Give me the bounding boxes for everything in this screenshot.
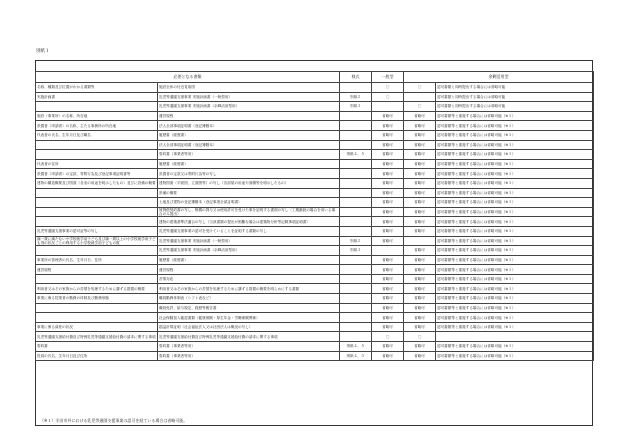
table-row: [36, 226, 594, 236]
table-row: [36, 198, 594, 208]
general-cell: 省略可: [372, 294, 404, 304]
format-cell: [340, 274, 372, 284]
header-category: 必要となる書類: [36, 72, 340, 83]
general-cell: 省略可: [372, 188, 404, 198]
spare-cell: 省略可: [404, 111, 436, 121]
spare-cell: 省略可: [404, 207, 436, 217]
spare-cell: 省略可: [404, 140, 436, 150]
general-cell: 省略可: [372, 217, 404, 227]
footnote: （※１）半田市外における乳児等通園支援事業の認可を経ている場合は省略可能。: [40, 418, 188, 423]
remarks-cell: 認可書類等と重複する場合には省略可能（※１）: [436, 150, 594, 160]
spare-cell: 省略可: [404, 169, 436, 179]
table-row: [36, 178, 594, 188]
category-cell: 役員の氏名、生年月日及び住所: [36, 351, 158, 361]
general-cell: 省略可: [372, 274, 404, 284]
spare-cell: [404, 236, 436, 246]
document-cell: 利用者又はその家族からの苦情を処理するために講ずる措置の概要を明らかにする書類: [158, 284, 340, 294]
category-cell: [36, 303, 158, 313]
remarks-cell: 認可書類等と重複する場合には省略可能（※１）: [436, 217, 594, 227]
document-cell: 苦情対応: [158, 274, 340, 284]
category-cell: 事業に係る資産の状況: [36, 322, 158, 332]
document-cell: 法人全部事項証明書（登記簿謄本）: [158, 140, 340, 150]
spare-cell: 省略可: [404, 265, 436, 275]
format-cell: [340, 284, 372, 294]
general-cell: 省略可: [372, 342, 404, 352]
table-row: [36, 246, 594, 256]
general-cell: 省略可: [372, 121, 404, 131]
general-cell: 省略可: [372, 303, 404, 313]
remarks-cell: [436, 332, 594, 342]
table-row: [36, 313, 594, 323]
spare-cell: 省略可: [404, 198, 436, 208]
category-cell: [36, 274, 158, 284]
remarks-cell: 認可書類等と重複する場合には省略可能（※１）: [436, 169, 594, 179]
general-cell: 省略可: [372, 178, 404, 188]
document-cell: 乳児等通園支援給付費及び特例乳児等通園支援給付費の請求に関する事項: [158, 332, 340, 342]
format-cell: 別紙２: [340, 92, 372, 102]
spare-cell: 〇: [404, 83, 436, 93]
table-row: [36, 169, 594, 179]
spare-cell: 省略可: [404, 322, 436, 332]
remarks-cell: 認可書類等と重複する場合には省略可能（※１）: [436, 207, 594, 217]
general-cell: 省略可: [372, 284, 404, 294]
format-cell: [340, 159, 372, 169]
header-remarks: 余剰活用型: [404, 72, 594, 83]
remarks-cell: 認可書類と同時提出する場合には省略可能: [436, 102, 594, 112]
category-cell: 満一歳に満たない小学校就学前子ども及び満一歳以上の小学校就学前子ども別の状況ごとの利用する小学校就学前子どもの数: [37, 236, 156, 245]
document-cell: 運営規程: [158, 111, 340, 121]
document-cell: 職員免許、給与規定、経歴等報告書: [158, 303, 340, 313]
remarks-cell: 認可書類等と重複する場合には省略可能（※１）: [436, 294, 594, 304]
category-cell: 設置者（申請者）の名称、主たる事務所の所在地: [36, 121, 158, 131]
document-cell: 建物図面（平面図、立面図等）の写し（各部屋の用途や面積等を明示したもの）: [158, 178, 340, 188]
remarks-cell: 認可書類等と重複する場合には省略可能（※１）: [436, 159, 594, 169]
format-cell: [340, 255, 372, 265]
category-cell: 利用者又はその家族からの苦情を処理するために講ずる措置の概要: [36, 284, 158, 294]
document-cell: 賃貸借契約書の写し、無償の貸与又は使用許可を受けた事を証明する書面の写し（工期継続の場合を用いる場合のみ提出）: [158, 207, 340, 217]
spare-cell: 省略可: [404, 303, 436, 313]
document-cell: 乳児等通園支援事業 実施計画書（余剰活用型用）: [158, 102, 340, 112]
header-format: 様式: [340, 72, 372, 83]
remarks-cell: 認可書類等と重複する場合には省略可能（※１）: [436, 284, 594, 294]
category-cell: 実施計画書: [36, 92, 158, 102]
table-row: [36, 188, 594, 198]
table-row: [36, 121, 594, 131]
remarks-cell: 認可書類等と重複する場合には省略可能（※１）: [436, 274, 594, 284]
table-header-row: [36, 72, 594, 83]
document-cell: 法人全部事項証明書（登記簿謄本）: [158, 121, 340, 131]
table-row: [36, 322, 594, 332]
header-general: 一般型: [372, 72, 404, 83]
remarks-cell: 認可書類等と重複する場合には省略可能（※１）: [436, 322, 594, 332]
remarks-cell: 認可書類等と重複する場合には省略可能（※１）: [436, 236, 594, 246]
document-cell: 乳児等通園支援事業 実施計画書（一般型用）: [158, 236, 340, 246]
document-cell: 誓約書（事業者等用）: [158, 342, 340, 352]
remarks-cell: 認可書類等と重複する場合には省略可能（※１）: [436, 111, 594, 121]
document-cell: 乳児等通園支援事業 実施計画書（余剰活用型用）: [158, 246, 340, 256]
table-row: [36, 111, 594, 121]
document-cell: 職員勤務体制表（シフト表など）: [158, 294, 340, 304]
format-cell: [340, 332, 372, 342]
remarks-cell: 認可書類等と重複する場合には省略可能（※１）: [436, 265, 594, 275]
category-cell: 施設（事業所）の名称、所在地: [36, 111, 158, 121]
remarks-cell: 認可書類等と重複する場合には省略可能（※１）: [436, 121, 594, 131]
general-cell: [372, 102, 404, 112]
remarks-cell: 認可書類等と重複する場合には省略可能（※１）: [436, 342, 594, 352]
table-row: [36, 130, 594, 140]
category-cell: 建物の構造概要及び図面（各室の用途を明示したもの）並びに設備の概要: [36, 178, 158, 188]
table-row: [36, 207, 594, 217]
format-cell: [340, 313, 372, 323]
spare-cell: [404, 92, 436, 102]
spare-cell: 〇: [404, 332, 436, 342]
document-cell: 乳児等通園支援事業 実施計画書（一般型用）: [158, 92, 340, 102]
general-cell: 省略可: [372, 226, 404, 236]
remarks-cell: 認可書類等と重複する場合には省略可能（※１）: [436, 351, 594, 361]
document-cell: 履歴書（経歴書）: [158, 159, 340, 169]
general-cell: 〇: [372, 92, 404, 102]
general-cell: 省略可: [372, 111, 404, 121]
format-cell: 別紙３: [340, 246, 372, 256]
general-cell: 省略可: [372, 130, 404, 140]
category-cell: [36, 217, 158, 227]
format-cell: [340, 83, 372, 93]
document-cell: 履歴書（経歴書）: [158, 130, 340, 140]
format-cell: [340, 217, 372, 227]
spare-cell: 省略可: [404, 274, 436, 284]
remarks-cell: 認可書類等と重複する場合には省略可能（※１）: [436, 246, 594, 256]
general-cell: 省略可: [372, 313, 404, 323]
remarks-cell: 認可書類等と重複する場合には省略可能（※１）: [436, 140, 594, 150]
format-cell: [340, 188, 372, 198]
format-cell: [340, 178, 372, 188]
spare-cell: 省略可: [404, 188, 436, 198]
document-cell: 設置者の定款又は寄附行為等の写し: [158, 169, 340, 179]
spare-cell: 省略可: [404, 159, 436, 169]
document-cell: 社会保険加入確認書類（健康保険・厚生年金・労働保険関係）: [158, 313, 340, 323]
format-cell: [340, 322, 372, 332]
table-row: [36, 332, 594, 342]
format-cell: [340, 140, 372, 150]
general-cell: 〇: [372, 83, 404, 93]
category-cell: 事業所の管理者の氏名、生年月日、住所: [36, 255, 158, 265]
category-cell: 乳児等通園支援事業の認可証等の写し: [36, 226, 158, 236]
table-body: [36, 83, 594, 361]
general-cell: [372, 246, 404, 256]
general-cell: 省略可: [372, 159, 404, 169]
document-cell: 施設全体の付近見取図: [158, 83, 340, 93]
format-cell: [340, 198, 372, 208]
category-cell: 乳児等通園支援給付費及び特例乳児等通園支援給付費の請求に関する事項: [36, 332, 158, 342]
format-cell: [340, 226, 372, 236]
remarks-cell: 認可書類等と重複する場合には省略可能（※１）: [436, 188, 594, 198]
table-row: [36, 102, 594, 112]
general-cell: 省略可: [372, 351, 404, 361]
category-cell: 代表者の氏名、生年月日及び職名: [36, 130, 158, 140]
remarks-cell: 認可書類と同時提出する場合には省略可能: [436, 92, 594, 102]
remarks-cell: 認可書類等と重複する場合には省略可能（※１）: [436, 303, 594, 313]
category-cell: [36, 246, 158, 256]
general-cell: 省略可: [372, 198, 404, 208]
general-cell: 省略可: [372, 207, 404, 217]
category-cell: 設置者（申請者）の定款、寄附行為及び登記事項証明書等: [36, 169, 158, 179]
remarks-cell: 認可書類等と重複する場合には省略可能（※１）: [436, 130, 594, 140]
format-cell: [340, 169, 372, 179]
spare-cell: 省略可: [404, 217, 436, 227]
spare-cell: 省略可: [404, 351, 436, 361]
table-row: [36, 83, 594, 93]
remarks-cell: 認可書類等と重複する場合には省略可能（※１）: [436, 226, 594, 236]
document-cell: 誓約書（事業者等用）: [158, 150, 340, 160]
format-cell: 別紙４、５: [340, 351, 372, 361]
category-cell: 事業に係る従業者の勤務の体制及び勤務形態: [36, 294, 158, 304]
document-cell: 誓約書（事業者等用）: [158, 351, 340, 361]
category-cell: 名称、種類及び位置がわかる書類等: [36, 83, 158, 93]
category-cell: [36, 198, 158, 208]
document-cell: 乳児等通園支援事業の認可を受けていることを証明する書類の写し: [158, 226, 340, 236]
document-cell: 設備の概要: [158, 188, 340, 198]
format-cell: 別紙３: [340, 102, 372, 112]
spare-cell: 省略可: [404, 313, 436, 323]
table-row: [36, 255, 594, 265]
format-cell: [340, 111, 372, 121]
category-cell: [36, 140, 158, 150]
table-row: [36, 274, 594, 284]
table-row: [36, 351, 594, 361]
remarks-cell: 認可書類等と重複する場合には省略可能（※１）: [436, 313, 594, 323]
document-cell: 履歴書（経歴書）: [158, 255, 340, 265]
category-cell: [36, 207, 158, 217]
format-cell: 別紙２: [340, 236, 372, 246]
table-row: [36, 284, 594, 294]
format-cell: [340, 207, 372, 217]
document-cell: 建物の建築基準法適合の写し（当該書類の提出が困難な場合は建築物分析等記載事項証明書）: [158, 217, 340, 227]
spare-cell: 省略可: [404, 178, 436, 188]
format-cell: [340, 303, 372, 313]
general-cell: 省略可: [372, 265, 404, 275]
category-cell: [36, 102, 158, 112]
table-row: [36, 342, 594, 352]
table-row: [36, 265, 594, 275]
general-cell: 〇: [372, 332, 404, 342]
category-cell: [36, 313, 158, 323]
category-cell: 運営規程: [36, 265, 158, 275]
spare-cell: 省略可: [404, 294, 436, 304]
spare-cell: 省略可: [404, 226, 436, 236]
spare-cell: 〇: [404, 102, 436, 112]
remarks-cell: 認可書類等と重複する場合には省略可能（※１）: [436, 255, 594, 265]
format-cell: [340, 130, 372, 140]
general-cell: 省略可: [372, 255, 404, 265]
document-cell: 運営規程: [158, 265, 340, 275]
spare-cell: 省略可: [404, 284, 436, 294]
category-cell: 代表者の住所: [36, 159, 158, 169]
general-cell: 省略可: [372, 322, 404, 332]
general-cell: 省略可: [372, 140, 404, 150]
table-row: [36, 217, 594, 227]
table-row: [36, 159, 594, 169]
general-cell: 省略可: [372, 169, 404, 179]
spare-cell: 省略可: [404, 121, 436, 131]
spare-cell: 省略可: [404, 130, 436, 140]
table-row: [36, 303, 594, 313]
spare-cell: 省略可: [404, 246, 436, 256]
remarks-cell: 認可書類等と重複する場合には省略可能（※１）: [436, 198, 594, 208]
table-row: [36, 236, 594, 246]
general-cell: 省略可: [372, 236, 404, 246]
format-cell: 別紙４、５: [340, 342, 372, 352]
table-row: [36, 294, 594, 304]
category-cell: [36, 188, 158, 198]
table-row: [36, 140, 594, 150]
page-label: 別紙１: [36, 49, 50, 54]
remarks-cell: 認可書類と同時提出する場合には省略可能: [436, 83, 594, 93]
spare-cell: 省略可: [404, 255, 436, 265]
format-cell: [340, 265, 372, 275]
requirements-table: [35, 71, 594, 361]
format-cell: 別紙４、５: [340, 150, 372, 160]
category-cell: [36, 150, 158, 160]
spare-cell: 省略可: [404, 342, 436, 352]
format-cell: [340, 121, 372, 131]
table-row: [36, 92, 594, 102]
document-cell: 損益計算証明（社会福祉法人又は社団法人は概況の写し）: [158, 322, 340, 332]
spare-cell: 省略可: [404, 150, 436, 160]
remarks-cell: 認可書類等と重複する場合には省略可能（※１）: [436, 178, 594, 188]
document-cell: 土地及び建物の登記簿謄本（登記事項全部証明書）: [158, 198, 340, 208]
format-cell: [340, 294, 372, 304]
category-cell: 誓約書: [36, 342, 158, 352]
table-row: [36, 150, 594, 160]
general-cell: 省略可: [372, 150, 404, 160]
